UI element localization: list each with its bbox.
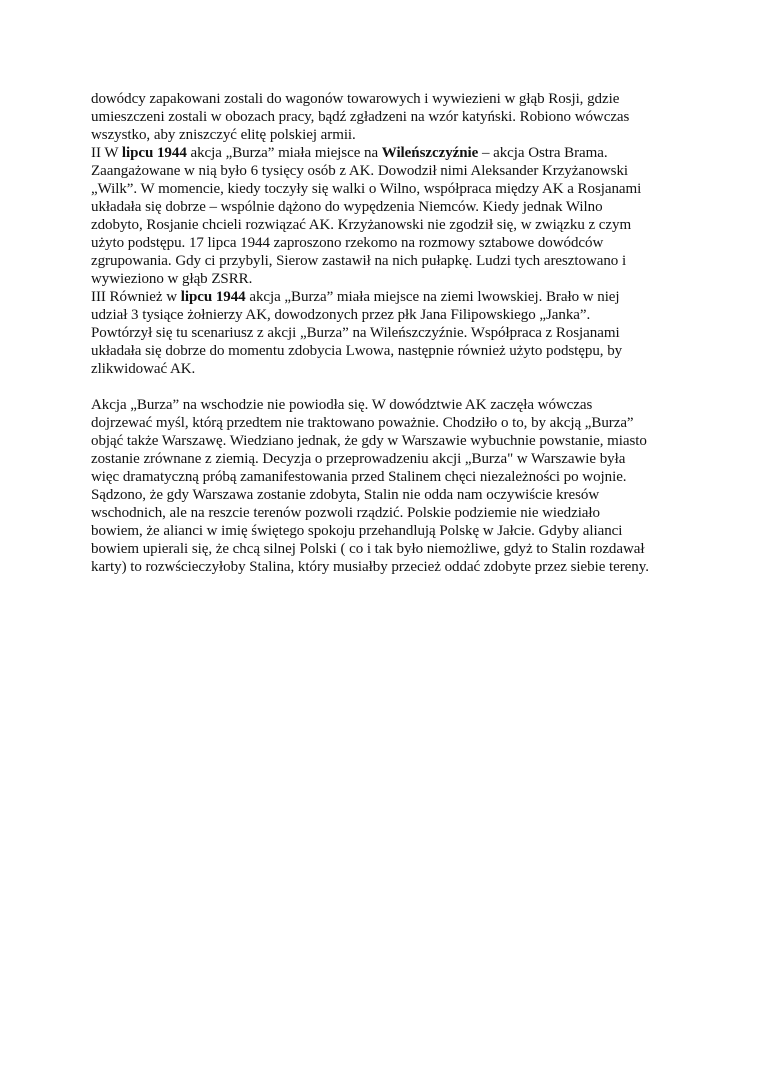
text-line: wszystko, aby zniszczyć elitę polskiej armii. [91, 127, 356, 143]
text-run: III Również w [91, 289, 181, 305]
text-line: zostanie zrównane z ziemią. Decyzja o przeprowadzeniu akcji „Burza" w Warszawie była [91, 451, 626, 467]
text-line: zgrupowania. Gdy ci przybyli, Sierow zastawił na nich pułapkę. Ludzi tych aresztowano i [91, 253, 627, 269]
bold-date: lipcu 1944 [121, 145, 187, 161]
paragraph-2-first-line [91, 144, 681, 162]
text-line: układała się dobrze – wspólnie dążono do wypędzenia Niemców. Kiedy jednak Wilno [91, 199, 603, 215]
text-line: Akcja „Burza” na wschodzie nie powiodła się. W dowództwie AK zaczęła wówczas [91, 397, 593, 413]
text-line: bowiem upierali się, że chcą silnej Polski ( co i tak było niemożliwe, gdyż to Stalin rozdawał [91, 541, 645, 557]
text-line: więc dramatyczną próbą zamanifestowania przed Stalinem chęci niezależności po wojnie. [91, 469, 627, 485]
text-line: użyto podstępu. 17 lipca 1944 zaproszono rzekomo na rozmowy sztabowe dowódców [91, 235, 604, 251]
paragraph-gap [91, 378, 681, 396]
text-line: karty) to rozwścieczyłoby Stalina, który musiałby przecież oddać zdobyte przez siebie tereny. [91, 559, 649, 575]
text-line: wschodnich, ale na reszcie terenów pozwoli rządzić. Polskie podziemie nie wiedziało [91, 505, 600, 521]
text-line: bowiem, że alianci w imię świętego spokoju przehandlują Polskę w Jałcie. Gdyby alianci [91, 523, 623, 539]
text-line: umieszczeni zostali w obozach pracy, bądź zgładzeni na wzór katyński. Robiono wówczas [91, 109, 630, 125]
text-line: układała się dobrze do momentu zdobycia Lwowa, następnie również użyto podstępu, by [91, 343, 623, 359]
text-line: wywieziono w głąb ZSRR. [91, 271, 253, 287]
paragraph-3-first-line [91, 288, 681, 306]
text-run: akcja „Burza” miała miejsce na [186, 145, 382, 161]
text-line: Powtórzył się tu scenariusz z akcji „Burza” na Wileńszczyźnie. Współpraca z Rosjanami [91, 325, 620, 341]
text-line: „Wilk”. W momencie, kiedy toczyły się walki o Wilno, współpraca między AK a Rosjanami [91, 181, 642, 197]
text-line: objąć także Warszawę. Wiedziano jednak, że gdy w Warszawie wybuchnie powstanie, miasto [91, 433, 647, 449]
text-run: akcja „Burza” miała miejsce na ziemi lwowskiej. Brało w niej [245, 289, 620, 305]
text-line: dojrzewać myśl, którą przedtem nie traktowano poważnie. Chodziło o to, by akcją „Burza” [91, 415, 634, 431]
text-line: zlikwidować AK. [91, 361, 196, 377]
bold-date: lipcu 1944 [180, 289, 246, 305]
document-body [91, 90, 681, 576]
text-line: udział 3 tysiące żołnierzy AK, dowodzonych przez płk Jana Filipowskiego „Janka”. [91, 307, 591, 323]
text-run: II W [91, 145, 122, 161]
text-run: – akcja Ostra Brama. [478, 145, 608, 161]
text-line: Sądzono, że gdy Warszawa zostanie zdobyta, Stalin nie odda nam oczywiście kresów [91, 487, 600, 503]
text-line: dowódcy zapakowani zostali do wagonów towarowych i wywiezieni w głąb Rosji, gdzie [91, 91, 620, 107]
text-line: Zaangażowane w nią było 6 tysięcy osób z AK. Dowodził nimi Aleksander Krzyżanowski [91, 163, 629, 179]
text-line: zdobyto, Rosjanie chcieli rozwiązać AK. Krzyżanowski nie zgodził się, w związku z czym [91, 217, 632, 233]
bold-region: Wileńszczyźnie [381, 145, 479, 161]
